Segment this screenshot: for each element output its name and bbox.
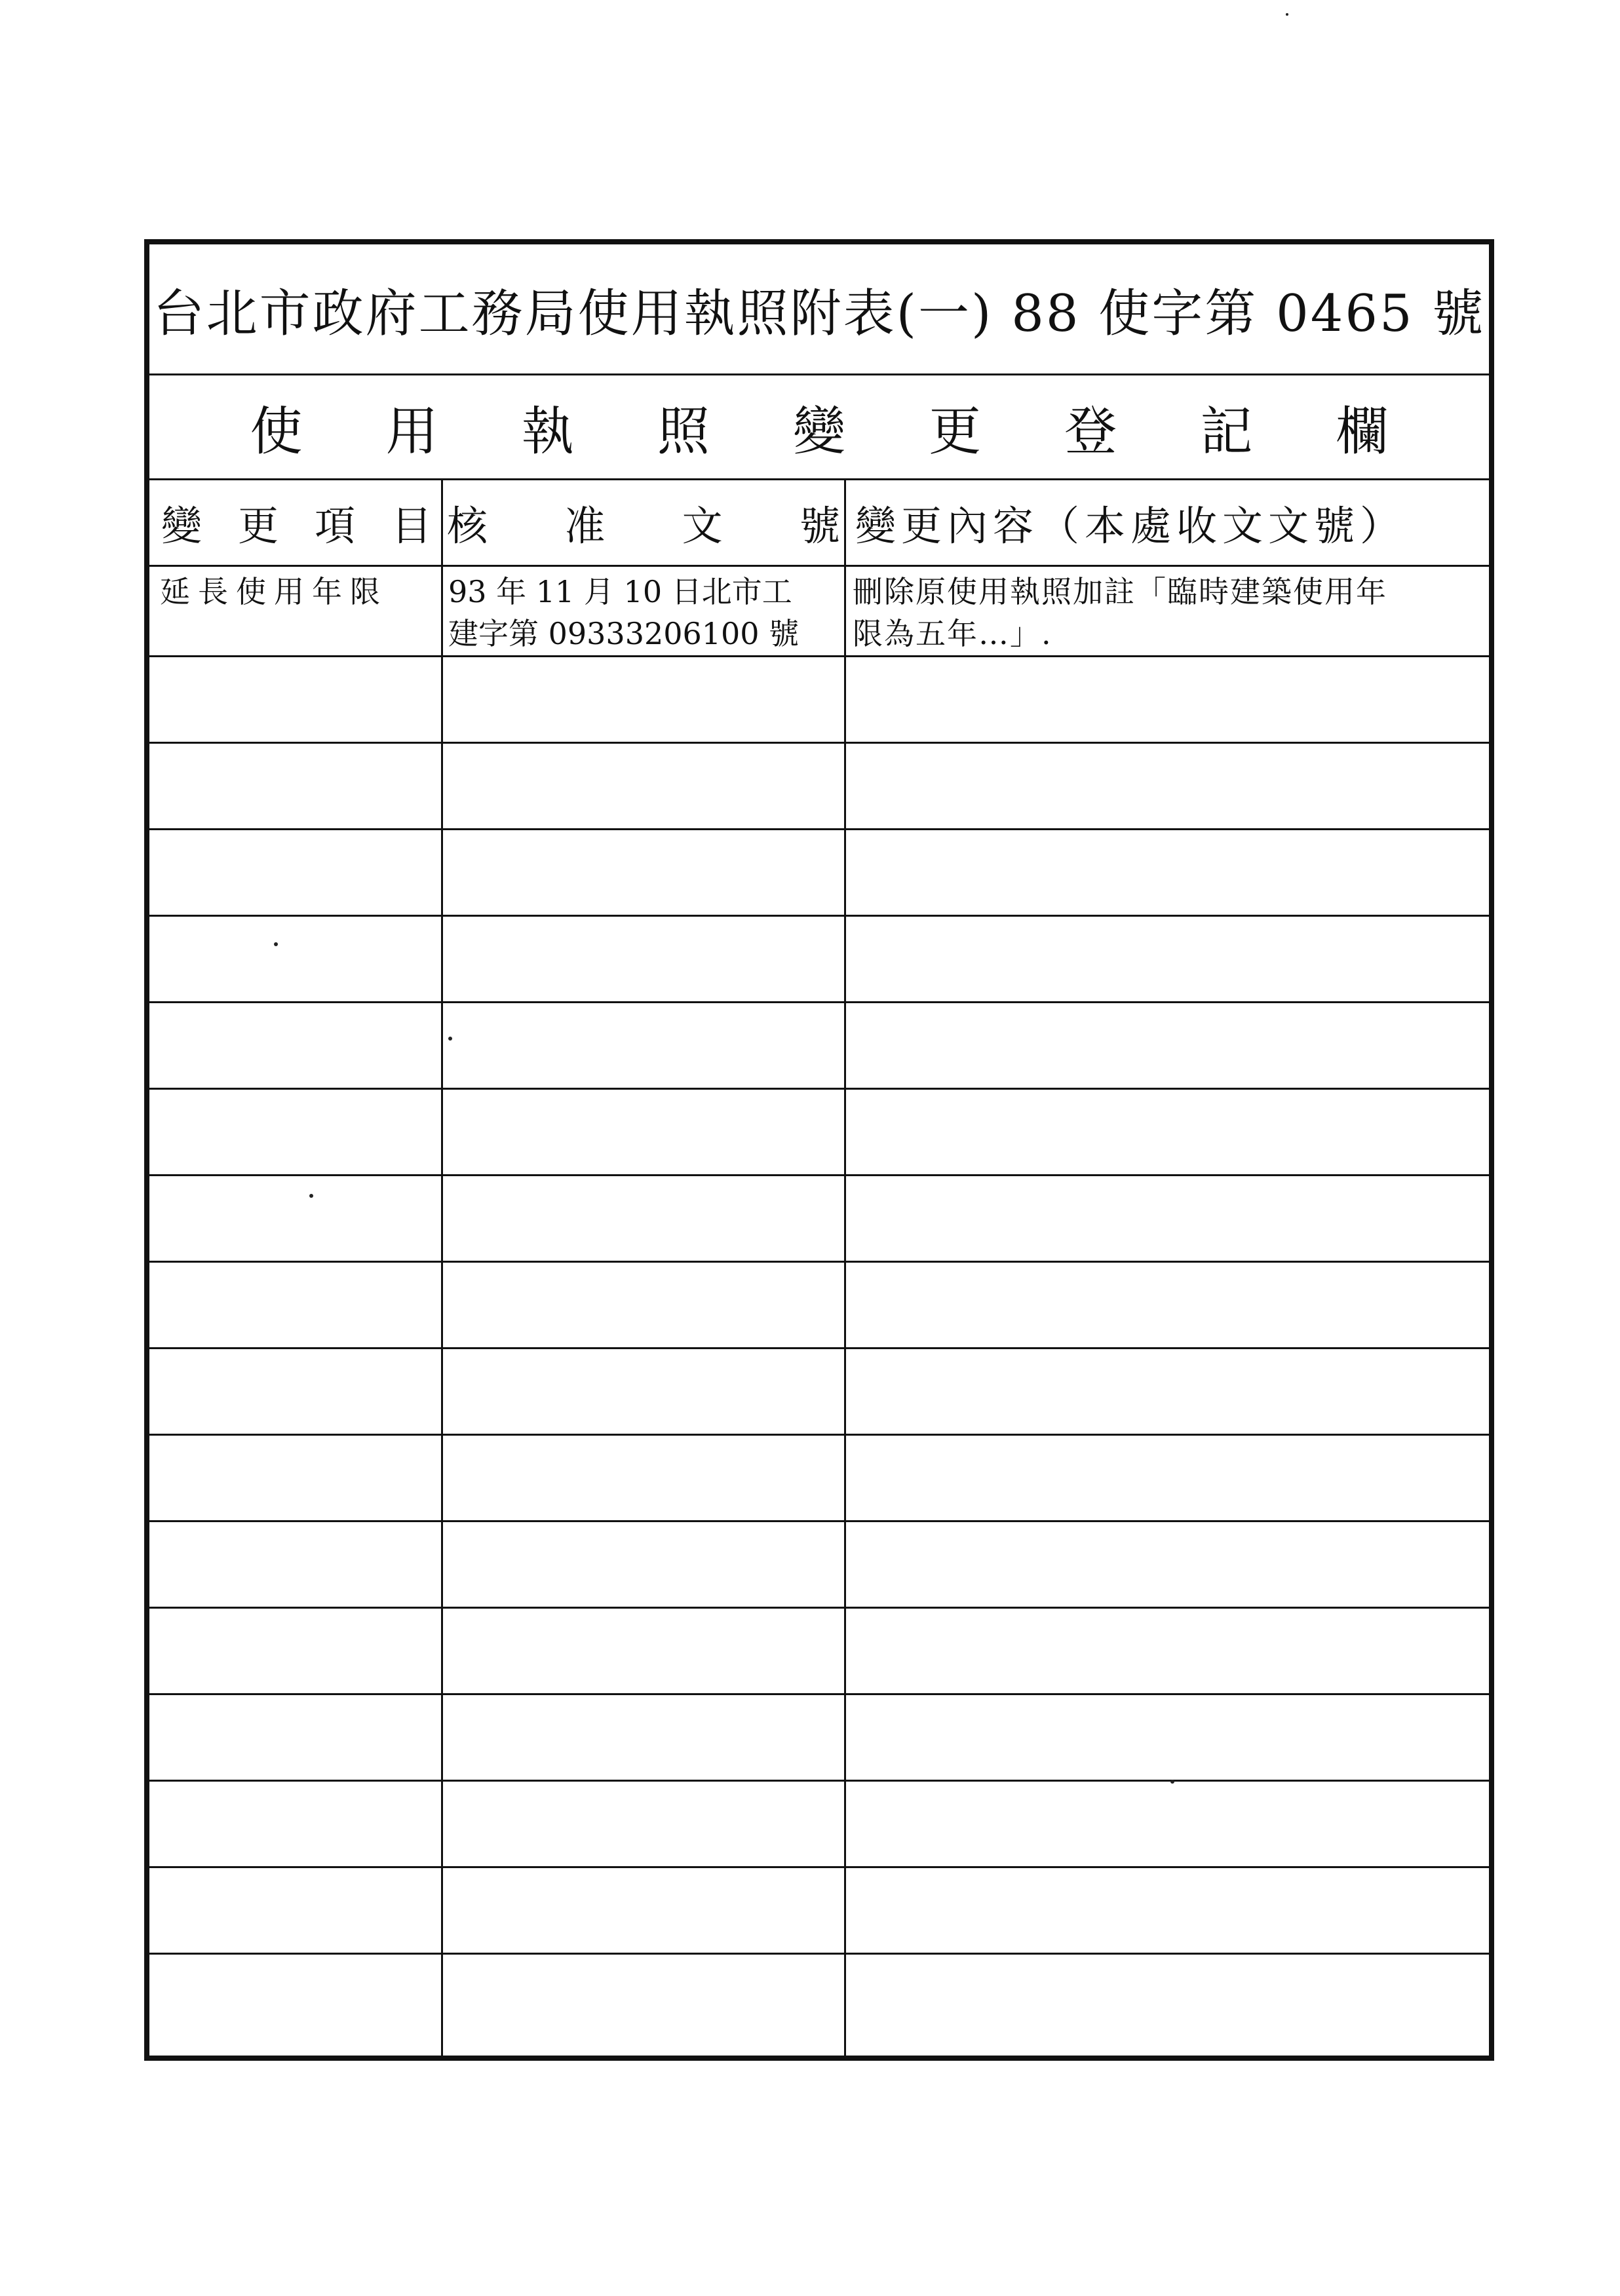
form-title: 台北市政府工務局使用執照附表(一) 88 使字第 0465 號 bbox=[149, 244, 1489, 375]
header-char: 變 bbox=[161, 502, 202, 550]
scan-speck bbox=[1286, 13, 1288, 16]
table-row bbox=[149, 657, 1489, 744]
table-row bbox=[149, 830, 1489, 917]
table-row bbox=[149, 1522, 1489, 1609]
entries-body bbox=[149, 567, 1489, 2041]
cell-change-item: 延長使用年限 bbox=[160, 574, 388, 609]
header-char: 目 bbox=[391, 502, 432, 550]
cell-approval-number bbox=[443, 567, 844, 655]
scan-speck bbox=[274, 942, 278, 946]
section-heading-char: 使 bbox=[250, 401, 303, 462]
cell-line: 限為五年…」. bbox=[853, 616, 1052, 651]
scan-speck bbox=[1170, 1780, 1174, 1784]
header-char: 准 bbox=[564, 502, 606, 550]
column-header-row bbox=[149, 480, 1489, 567]
section-heading-char: 執 bbox=[521, 401, 574, 462]
section-heading-char: 欄 bbox=[1336, 401, 1389, 462]
table-row bbox=[149, 1263, 1489, 1349]
header-change-item bbox=[149, 480, 441, 565]
table-row bbox=[149, 1349, 1489, 1436]
section-heading-char: 變 bbox=[792, 401, 845, 462]
section-heading-char: 登 bbox=[1064, 401, 1117, 462]
table-row bbox=[149, 1003, 1489, 1090]
table-row bbox=[149, 1955, 1489, 2041]
table-row bbox=[149, 1436, 1489, 1522]
header-change-content: 變更內容（本處收文文號） bbox=[855, 502, 1406, 550]
table-row bbox=[149, 1176, 1489, 1263]
section-heading bbox=[149, 375, 1489, 480]
table-row bbox=[149, 917, 1489, 1003]
scan-speck bbox=[448, 1037, 452, 1041]
section-heading-char: 用 bbox=[385, 401, 438, 462]
section-heading-char: 照 bbox=[657, 401, 710, 462]
empty-rows bbox=[149, 657, 1489, 2041]
table-row bbox=[149, 1868, 1489, 1955]
table-row bbox=[149, 1695, 1489, 1782]
scan-speck bbox=[309, 1194, 313, 1198]
cell-line: 刪除原使用執照加註「臨時建築使用年 bbox=[853, 574, 1387, 609]
table-row bbox=[149, 567, 1489, 657]
table-row bbox=[149, 1609, 1489, 1695]
cell-change-content bbox=[846, 567, 1488, 655]
header-char: 文 bbox=[682, 502, 723, 550]
header-char: 號 bbox=[799, 502, 840, 550]
table-row bbox=[149, 744, 1489, 830]
cell-line: 建字第 09333206100 號 bbox=[448, 616, 800, 651]
table-row bbox=[149, 1782, 1489, 1868]
cell-line: 93 年 11 月 10 日北市工 bbox=[448, 574, 792, 609]
header-char: 更 bbox=[237, 502, 279, 550]
usage-license-change-form bbox=[144, 239, 1494, 2061]
header-char: 核 bbox=[447, 502, 488, 550]
section-heading-char: 更 bbox=[929, 401, 982, 462]
header-char: 項 bbox=[314, 502, 355, 550]
section-heading-char: 記 bbox=[1200, 401, 1253, 462]
header-approval-number bbox=[443, 480, 844, 565]
table-row bbox=[149, 1090, 1489, 1176]
